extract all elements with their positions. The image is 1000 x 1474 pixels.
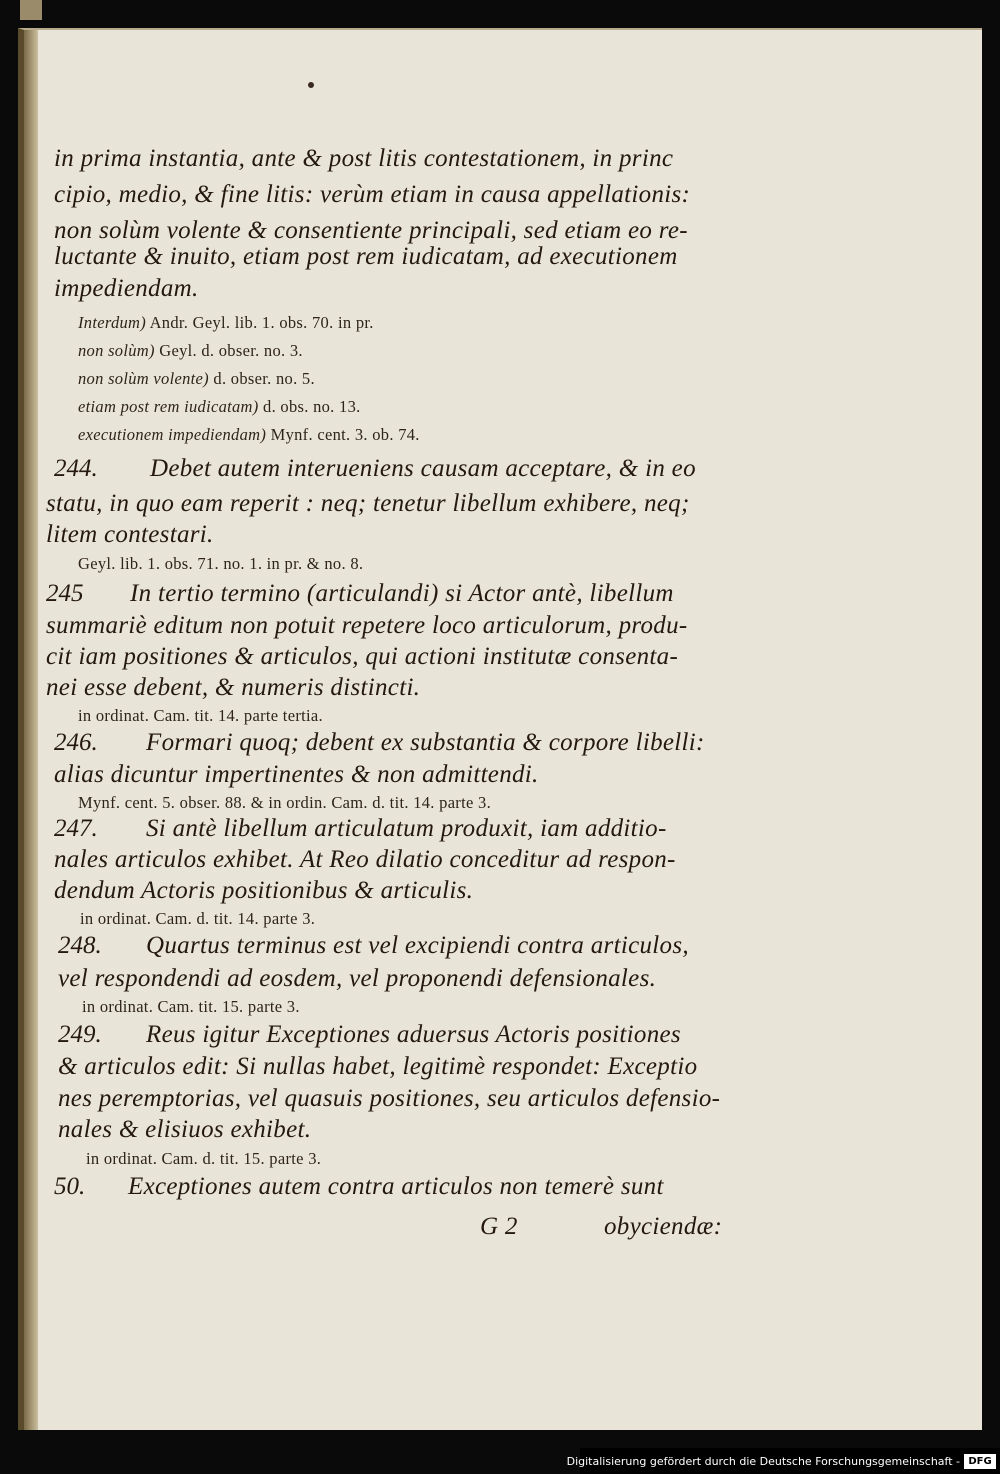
intro-line-2: cipio, medio, & fine litis: verùm etiam in causa appellationis: — [54, 181, 691, 208]
intro-line-1: in prima instantia, ante & post litis contestationem, in princ — [54, 145, 674, 172]
section-line: Formari quoq; debent ex substantia & corpore libelli: — [146, 729, 705, 756]
intro-line-5: impediendam. — [54, 275, 199, 302]
section-line: Reus igitur Exceptiones aduersus Actoris positiones — [146, 1021, 681, 1048]
ref-cite: Andr. Geyl. lib. 1. obs. 70. in pr. — [149, 313, 374, 332]
section-line: summariè editum non potuit repetere loco articulorum, produ- — [46, 612, 688, 639]
footer-text: Digitalisierung gefördert durch die Deutsche Forschungsgemeinschaft - — [566, 1455, 960, 1468]
ref-row — [78, 313, 374, 333]
section-line: nei esse debent, & numeris distincti. — [46, 674, 421, 701]
section-number: 245 — [46, 580, 84, 607]
ref-term: Interdum) — [78, 313, 147, 332]
section-number: 244. — [54, 455, 98, 482]
intro-line-4: luctante & inuito, etiam post rem iudicatam, ad executionem — [54, 243, 678, 270]
section-line: statu, in quo eam reperit : neq; tenetur libellum exhibere, neq; — [46, 490, 690, 517]
signature-mark: G 2 — [480, 1213, 518, 1240]
section-line: litem contestari. — [46, 521, 214, 548]
section-number: 246. — [54, 729, 98, 756]
section-number: 50. — [54, 1173, 86, 1200]
ref-term: non solùm) — [78, 341, 155, 360]
ref-cite: d. obs. no. 13. — [263, 397, 361, 416]
section-number: 249. — [58, 1021, 102, 1048]
ref-term: etiam post rem iudicatam) — [78, 397, 259, 416]
ref-cite: Geyl. d. obser. no. 3. — [159, 341, 303, 360]
ref-cite: d. obser. no. 5. — [213, 369, 315, 388]
page-spine-shadow — [24, 30, 38, 1430]
ref-row — [78, 341, 303, 361]
intro-line-3: non solùm volente & consentiente principali, sed etiam eo re- — [54, 217, 688, 244]
ref-cite: Mynf. cent. 3. ob. 74. — [270, 425, 420, 444]
section-line: nales & elisiuos exhibet. — [58, 1116, 312, 1143]
ref-row — [78, 369, 315, 389]
section-line: dendum Actoris positionibus & articulis. — [54, 877, 474, 904]
page-corner-fold — [20, 0, 42, 20]
section-line: vel respondendi ad eosdem, vel proponendi defensionales. — [58, 965, 657, 992]
section-line: Exceptiones autem contra articulos non temerè sunt — [128, 1173, 664, 1200]
section-number: 247. — [54, 815, 98, 842]
section-number: 248. — [58, 932, 102, 959]
section-line: cit iam positiones & articulos, qui actioni institutæ consenta- — [46, 643, 679, 670]
section-line: alias dicuntur impertinentes & non admittendi. — [54, 761, 539, 788]
digitization-footer — [566, 1448, 1000, 1474]
dfg-logo-icon: DFG — [964, 1454, 996, 1469]
ref-row — [78, 397, 361, 417]
section-line: nales articulos exhibet. At Reo dilatio conceditur ad respon- — [54, 846, 676, 873]
section-line: Si antè libellum articulatum produxit, iam additio- — [146, 815, 667, 842]
ref-term: executionem impediendam) — [78, 425, 267, 444]
section-line: In tertio termino (articulandi) si Actor antè, libellum — [130, 580, 674, 607]
section-ref: Geyl. lib. 1. obs. 71. no. 1. in pr. & no. 8. — [78, 554, 364, 573]
section-line: & articulos edit: Si nullas habet, legitimè respondet: Exceptio — [58, 1053, 698, 1080]
section-ref: in ordinat. Cam. tit. 15. parte 3. — [82, 997, 300, 1016]
section-line: Quartus terminus est vel excipiendi contra articulos, — [146, 932, 689, 959]
ink-mark — [308, 82, 314, 88]
section-ref: in ordinat. Cam. d. tit. 14. parte 3. — [80, 909, 316, 928]
ref-term: non solùm volente) — [78, 369, 209, 388]
section-ref: in ordinat. Cam. d. tit. 15. parte 3. — [86, 1149, 322, 1168]
catchword: obyciendæ: — [604, 1213, 723, 1240]
ref-row — [78, 425, 420, 445]
section-line: Debet autem interueniens causam acceptare, & in eo — [150, 455, 696, 482]
section-ref: in ordinat. Cam. tit. 14. parte tertia. — [78, 706, 323, 725]
section-ref: Mynf. cent. 5. obser. 88. & in ordin. Cam. d. tit. 14. parte 3. — [78, 793, 492, 812]
section-line: nes peremptorias, vel quasuis positiones, seu articulos defensio- — [58, 1085, 721, 1112]
